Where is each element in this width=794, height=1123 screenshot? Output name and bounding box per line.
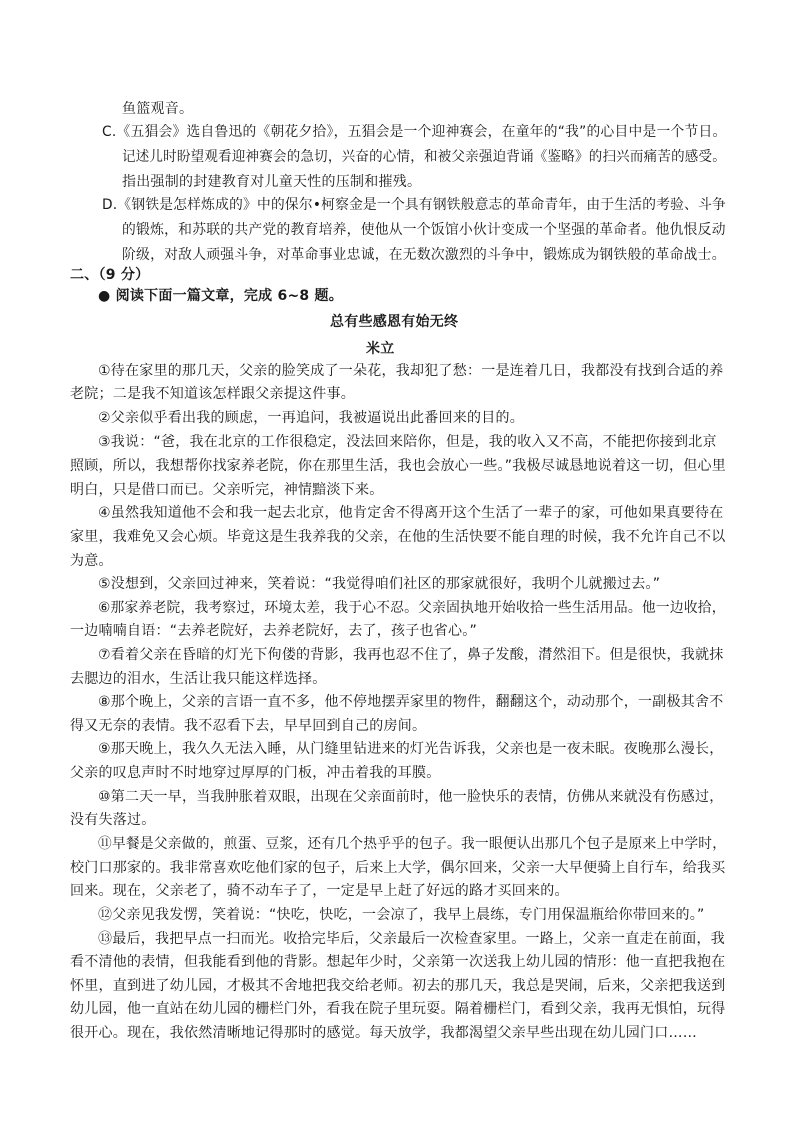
paragraph-line: 去腮边的泪水，生活让我只能这样选择。 <box>70 671 327 687</box>
article-author: 米立 <box>366 341 395 357</box>
article-title: 总有些感恩有始无终 <box>330 314 459 330</box>
paragraph-line: 没有失落过。 <box>70 812 156 828</box>
paragraph-line: ⑦看着父亲在昏暗的灯光下佝偻的背影，我再也忍不住了，鼻子发酸，潸然泪下。但是很快，我就抹 <box>98 647 724 663</box>
option-d-line-2: 的锻炼，和苏联的共产党的教育培养，使他从一个饭馆小伙计变成一个坚强的革命者。他仇恨反动 <box>122 222 726 238</box>
option-b-tail: 鱼篮观音。 <box>122 101 194 117</box>
paragraph-line: 很开心。现在，我依然清晰地记得那时的感觉。每天放学，我都渴望父亲早些出现在幼儿园门口…… <box>70 1025 697 1041</box>
paragraph-line: 回来。现在，父亲老了，骑不动车子了，一定是早上赶了好远的路才买回来的。 <box>70 883 569 899</box>
paragraph-line: ④虽然我知道他不会和我一起去北京，他肯定舍不得离开这个生活了一辈子的家，可他如果真要待在 <box>98 505 724 521</box>
paragraph-line: ⑤没想到，父亲回过神来，笑着说：“我觉得咱们社区的那家就很好，我明个儿就搬过去。” <box>98 576 661 592</box>
paragraph-line: 老院；二是我不知道该怎样跟父亲提这件事。 <box>70 386 355 402</box>
paragraph-line: ⑨那天晚上，我久久无法入睡，从门缝里钻进来的灯光告诉我，父亲也是一夜未眠。夜晚那么漫长， <box>98 741 724 757</box>
paragraph-line: 校门口那家的。我非常喜欢吃他们家的包子，后来上大学，偶尔回来，父亲一大早便骑上自行车，给我买 <box>70 860 726 876</box>
paragraph-line: 照顾，所以，我想帮你找家养老院，你在那里生活，我也会放心一些。”我极尽诚恳地说着这一切，但心里 <box>70 458 727 474</box>
section-heading: 二、（9 分） <box>70 267 150 283</box>
paragraph-line: ⑫父亲见我发愣，笑着说：“快吃，快吃，一会凉了，我早上晨练，专门用保温瓶给你带回来的。” <box>98 907 705 923</box>
option-c-line-1: C.《五猖会》选自鲁迅的《朝花夕拾》，五猖会是一个迎神赛会，在童年的“我”的心目中是一个节日。 <box>102 124 727 140</box>
paragraph-line: ⑪早餐是父亲做的，煎蛋、豆浆，还有几个热乎乎的包子。我一眼便认出那几个包子是原来上中学时， <box>98 836 727 852</box>
paragraph-line: ②父亲似乎看出我的顾虑，一再追问，我被逼说出此番回来的目的。 <box>98 410 525 426</box>
paragraph-line: 得又无奈的表情。我不忍看下去，早早回到自己的房间。 <box>70 718 427 734</box>
paragraph-line: ③我说：“爸，我在北京的工作很稳定，没法回来陪你，但是，我的收入又不高，不能把你接到北京 <box>98 434 717 450</box>
paragraph-line: 家里，我难免又会心烦。毕竟这是生我养我的父亲，在他的生活快要不能自理的时候，我不允许自己不以 <box>70 529 726 545</box>
paragraph-line: 父亲的叹息声时不时地穿过厚厚的门板，冲击着我的耳膜。 <box>70 765 441 781</box>
paragraph-line: 明白，只是借口而已。父亲听完，神情黯淡下来。 <box>70 482 384 498</box>
paragraph-line: 为意。 <box>70 553 113 569</box>
option-d-line-3: 阶级，对敌人顽强斗争，对革命事业忠诚，在无数次激烈的斗争中，锻炼成为钢铁般的革命战士。 <box>122 247 726 263</box>
paragraph-line: ①待在家里的那几天，父亲的脸笑成了一朵花，我却犯了愁：一是连着几日，我都没有找到合适的养 <box>98 363 724 379</box>
option-c-line-3: 指出强制的封建教育对儿童天性的压制和摧残。 <box>122 174 422 190</box>
paragraph-line: ⑩第二天一早，当我肿胀着双眼，出现在父亲面前时，他一脸快乐的表情，仿佛从来就没有伤感过， <box>98 789 724 805</box>
option-c-line-2: 记述儿时盼望观看迎神赛会的急切，兴奋的心情，和被父亲强迫背诵《鉴略》的扫兴而痛苦的感受。 <box>122 149 726 165</box>
paragraph-line: 一边喃喃自语：“去养老院好，去养老院好，去了，孩子也省心。” <box>70 623 478 639</box>
paragraph-line: 幼儿园，他一直站在幼儿园的栅栏门外，看我在院子里玩耍。隔着栅栏门，看到父亲，我再无惧怕，玩得 <box>70 1001 726 1017</box>
option-d-line-1: D.《钢铁是怎样炼成的》中的保尔•柯察金是一个具有钢铁般意志的革命青年，由于生活的考验、斗争 <box>102 197 727 213</box>
paragraph-line: ⑧那个晚上，父亲的言语一直不多，他不停地摆弄家里的物件，翻翻这个，动动那个，一副极其舍不 <box>98 694 724 710</box>
paragraph-line: ⑬最后，我把早点一扫而光。收拾完毕后，父亲最后一次检查家里。一路上，父亲一直走在前面，我 <box>98 931 725 947</box>
paragraph-line: 怀里，直到进了幼儿园，才极其不舍地把我交给老师。初去的那几天，我总是哭闹，后来，父亲把我送到 <box>70 978 726 994</box>
paragraph-line: 看不清他的表情，但我能看到他的背影。想起年少时，父亲第一次送我上幼儿园的情形：他一直把我抱在 <box>70 954 726 970</box>
section-instruction: ● 阅读下面一篇文章，完成 6~8 题。 <box>98 288 344 304</box>
paragraph-line: ⑥那家养老院，我考察过，环境太差，我于心不忍。父亲固执地开始收拾一些生活用品。他一边收拾， <box>98 600 726 616</box>
